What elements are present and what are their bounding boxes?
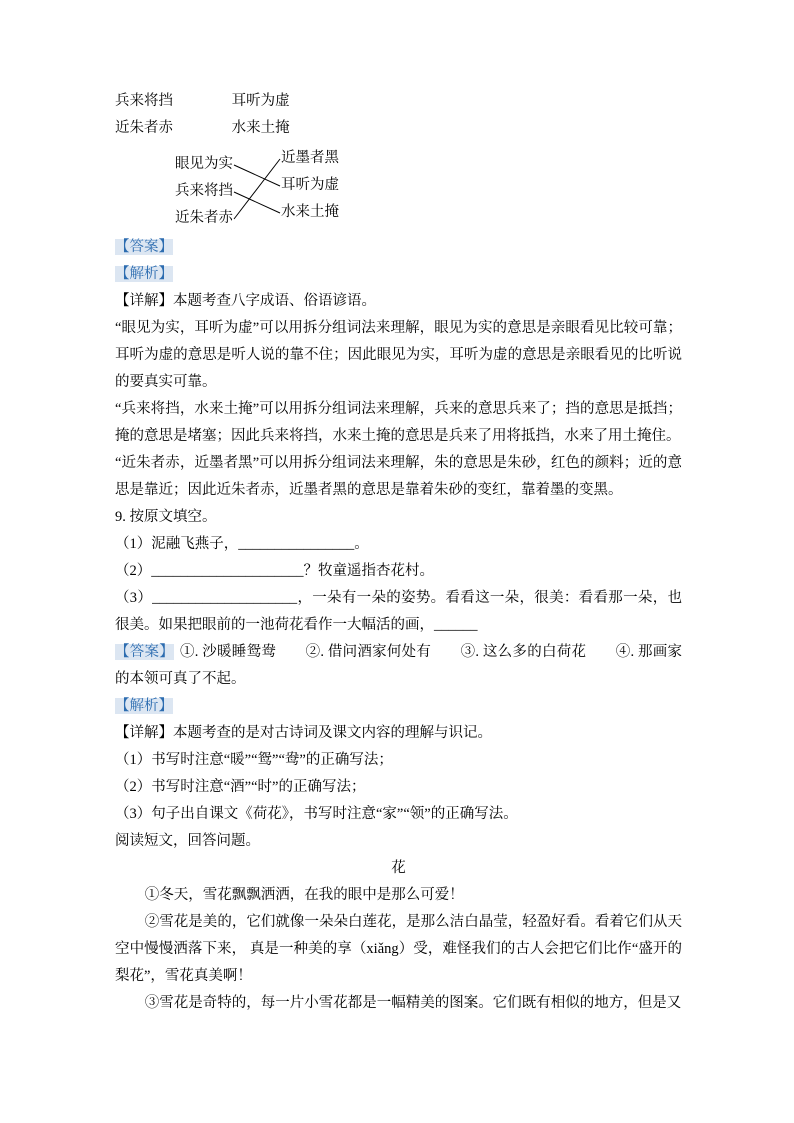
matching-item: 眼见为实 [175, 156, 233, 172]
matching-item: 兵来将挡 [175, 183, 233, 199]
question-9-note-3: （3）句子出自课文《荷花》，书写时注意“家”“领”的正确写法。 [115, 806, 518, 822]
question-9-item-3: （3）____________________，一朵有一朵的姿势。看看这一朵，很美：看看那一朵，也很美。如果把眼前的一池荷花看作一大幅活的画，______ [115, 590, 682, 633]
matching-right-column [281, 145, 339, 226]
matching-diagram [175, 151, 682, 232]
question-9-title: 9. 按原文填空。 [115, 509, 217, 525]
explanation-detail: 【详解】本题考查八字成语、俗语谚语。 [115, 293, 376, 309]
explanation-paragraph-1: “眼见为实，耳听为虚”可以用拆分组词法来理解，眼见为实的意思是亲眼看见比较可靠；耳听为虚的意思是听人说的靠不住；因此眼见为实，耳听为虚的意思是亲眼看见的比听说的要真实可靠。 [115, 320, 682, 390]
matching-item: 近墨者黑 [281, 150, 339, 166]
explanation-paragraph-3: “近朱者赤，近墨者黑”可以用拆分组词法来理解，朱的意思是朱砂，红色的颜料；近的意思是靠近；因此近朱者赤，近墨者黑的意思是靠着朱砂的变红，靠着墨的变黑。 [115, 455, 682, 498]
idiom-pair-right: 水来土掩 [231, 120, 290, 136]
question-9-note-2: （2）书写时注意“酒”“时”的正确写法； [115, 779, 366, 795]
analysis-label: 【解析】 [115, 266, 173, 282]
idiom-pair-left: 兵来将挡 [115, 93, 173, 109]
question-9-answer-text: ①. 沙暖睡鸳鸯 ②. 借问酒家何处有 ③. 这么多的白荷花 ④. 那画家的本领可真了不起。 [115, 644, 683, 687]
explanation-paragraph-2: “兵来将挡，水来土掩”可以用拆分组词法来理解，兵来的意思兵来了；挡的意思是抵挡；掩的意思是堵塞；因此兵来将挡，水来土掩的意思是兵来了用将抵挡，水来了用土掩住。 [115, 401, 682, 444]
matching-item: 近朱者赤 [175, 210, 233, 226]
reading-paragraph-2: ②雪花是美的，它们就像一朵朵白莲花，是那么洁白晶莹，轻盈好看。看着它们从天空中慢慢洒落下来， 真是一种美的享（xiǎng）受，难怪我们的古人会把它们比作“盛开的梨花”，雪花真美啊！ [115, 914, 682, 984]
answer-label: 【答案】 [115, 239, 173, 255]
idiom-pair-left: 近朱者赤 [115, 120, 173, 136]
matching-item: 耳听为虚 [281, 177, 339, 193]
matching-left-column [175, 151, 233, 232]
analysis-label-line [115, 261, 682, 288]
answer-label: 【答案】 [115, 644, 175, 660]
question-9-answer-line [115, 639, 682, 693]
reading-paragraph-3: ③雪花是奇特的，每一片小雪花都是一幅精美的图案。它们既有相似的地方，但是又 [144, 995, 682, 1011]
idiom-pair-row [115, 115, 682, 142]
idiom-pair-right: 耳听为虚 [231, 93, 290, 109]
analysis-label-line [115, 693, 682, 720]
question-9-item-1: （1）泥融飞燕子，________________。 [115, 536, 369, 552]
question-9-item-2: （2）_____________________？牧童遥指杏花村。 [115, 563, 434, 579]
answer-label-line [115, 234, 682, 261]
reading-paragraph-1: ①冬天，雪花飘飘洒洒，在我的眼中是那么可爱！ [144, 887, 464, 903]
analysis-label: 【解析】 [115, 698, 173, 714]
question-9-detail: 【详解】本题考查的是对古诗词及课文内容的理解与识记。 [115, 725, 492, 741]
matching-lines [233, 151, 281, 232]
reading-title: 花 [391, 860, 406, 876]
idiom-pair-row [115, 88, 682, 115]
matching-item: 水来土掩 [281, 204, 339, 220]
reading-intro: 阅读短文，回答问题。 [115, 833, 260, 849]
question-9-note-1: （1）书写时注意“暖”“鸳”“鸯”的正确写法； [115, 752, 393, 768]
